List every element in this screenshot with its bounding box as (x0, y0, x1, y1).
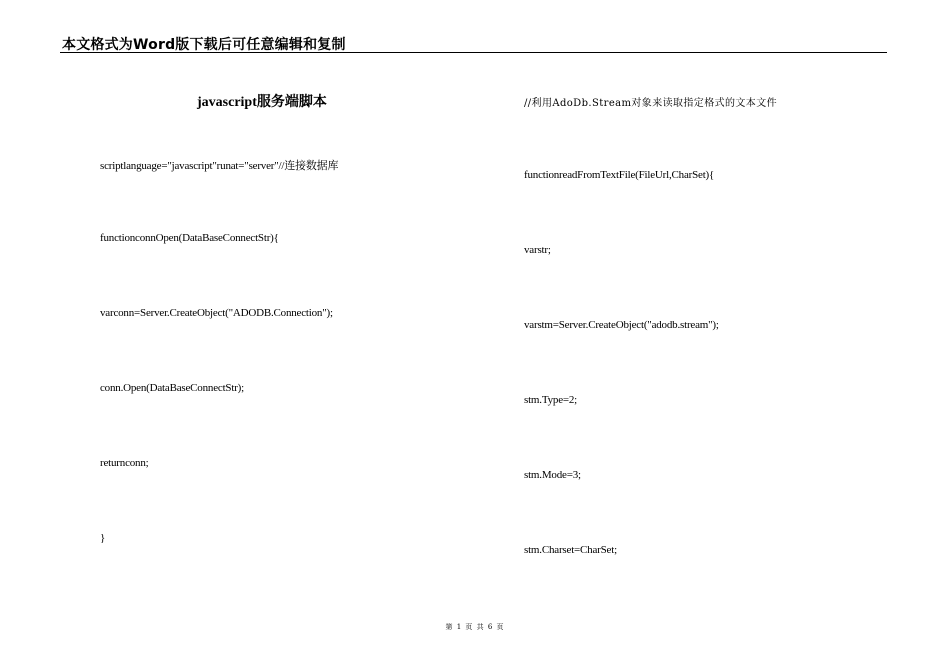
left-code-line: returnconn; (100, 457, 149, 469)
right-code-line: stm.Mode=3; (524, 469, 581, 481)
left-code-line: conn.Open(DataBaseConnectStr); (100, 382, 244, 394)
left-code-line: scriptlanguage="javascript"runat="server"//连接数据库 (100, 160, 339, 172)
left-code-line: functionconnOpen(DataBaseConnectStr){ (100, 232, 279, 244)
left-code-line: varconn=Server.CreateObject("ADODB.Connection"); (100, 307, 333, 319)
right-code-line: //利用AdoDb.Stream对象来读取指定格式的文本文件 (524, 98, 777, 109)
left-code-line: } (100, 532, 106, 544)
page-number-footer: 第 1 页 共 6 页 (445, 623, 505, 631)
right-code-line: functionreadFromTextFile(FileUrl,CharSet){ (524, 169, 715, 181)
right-code-line: varstm=Server.CreateObject("adodb.stream"); (524, 319, 719, 331)
header-divider (60, 52, 887, 53)
right-code-line: stm.Charset=CharSet; (524, 544, 617, 556)
right-code-line: varstr; (524, 244, 551, 256)
document-header-banner: 本文格式为Word版下载后可任意编辑和复制 (62, 37, 346, 53)
right-code-line: stm.Type=2; (524, 394, 578, 406)
document-title: javascript服务端脚本 (197, 95, 327, 110)
